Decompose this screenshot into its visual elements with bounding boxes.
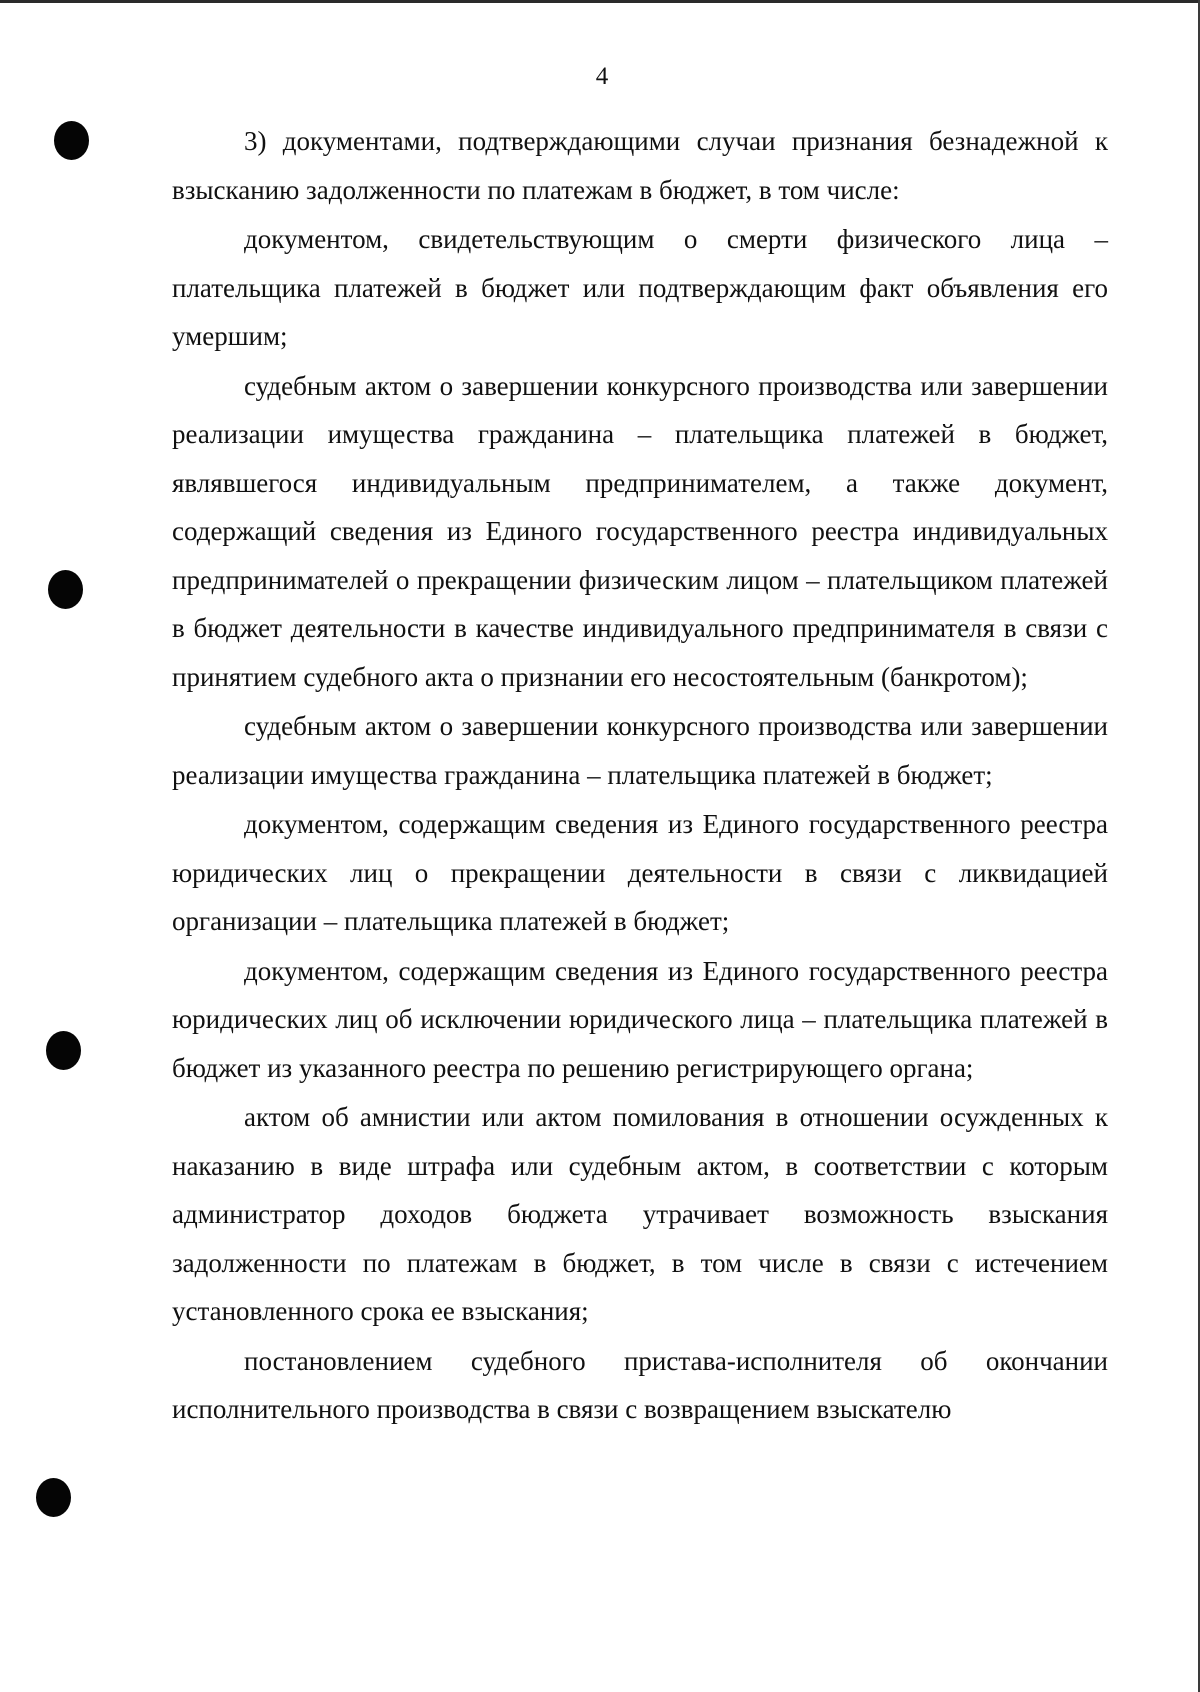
scan-edge-top — [0, 0, 1200, 3]
paragraph-bailiff-resolution: постановлением судебного пристава-исполнителя об окончании исполнительного производства в связи с возвращением взыскателю — [172, 1345, 1108, 1424]
paragraph-amnesty-act: актом об амнистии или актом помилования в отношении осужденных к наказанию в виде штрафа или судебным актом, в соответствии с которым администратор доходов бюджета утрачивает возможность взыскания задолженности по платежам в бюджет, в том числе в связи с истечением установленного срока ее взыскания; — [172, 1102, 1108, 1326]
punch-hole — [36, 1478, 71, 1517]
paragraph-death-document: документом, свидетельствующим о смерти физического лица – плательщика платежей в бюджет или подтверждающим факт объявления его умершим; — [172, 224, 1108, 351]
document-body — [172, 117, 1108, 1435]
punch-hole — [48, 570, 83, 609]
paragraph-liquidation-document: документом, содержащим сведения из Единого государственного реестра юридических лиц о прекращении деятельности в связи с ликвидацией организации – плательщика платежей в бюджет; — [172, 809, 1108, 936]
page-number: 4 — [595, 63, 609, 90]
paragraph-court-act-entrepreneur: судебным актом о завершении конкурсного производства или завершении реализации имущества гражданина – плательщика платежей в бюджет, являвшегося индивидуальным предпринимателем, а также документ, содержащий сведения из Единого государственного реестра индивидуальных предпринимателей о прекращении физическим лицом – плательщиком платежей в бюджет деятельности в качестве индивидуального предпринимателя в связи с принятием судебного акта о признании его несостоятельным (банкротом); — [172, 370, 1108, 692]
paragraph-exclusion-document: документом, содержащим сведения из Единого государственного реестра юридических лиц об исключении юридического лица – плательщика платежей в бюджет из указанного реестра по решению регистрирующего органа; — [172, 955, 1108, 1083]
punch-hole — [46, 1031, 81, 1070]
paragraph-item-3: 3) документами, подтверждающими случаи признания безнадежной к взысканию задолженности по платежам в бюджет, в том числе: — [172, 126, 1108, 205]
punch-hole — [54, 121, 89, 160]
paragraph-court-act-citizen: судебным актом о завершении конкурсного производства или завершении реализации имущества гражданина – плательщика платежей в бюджет; — [172, 711, 1108, 790]
